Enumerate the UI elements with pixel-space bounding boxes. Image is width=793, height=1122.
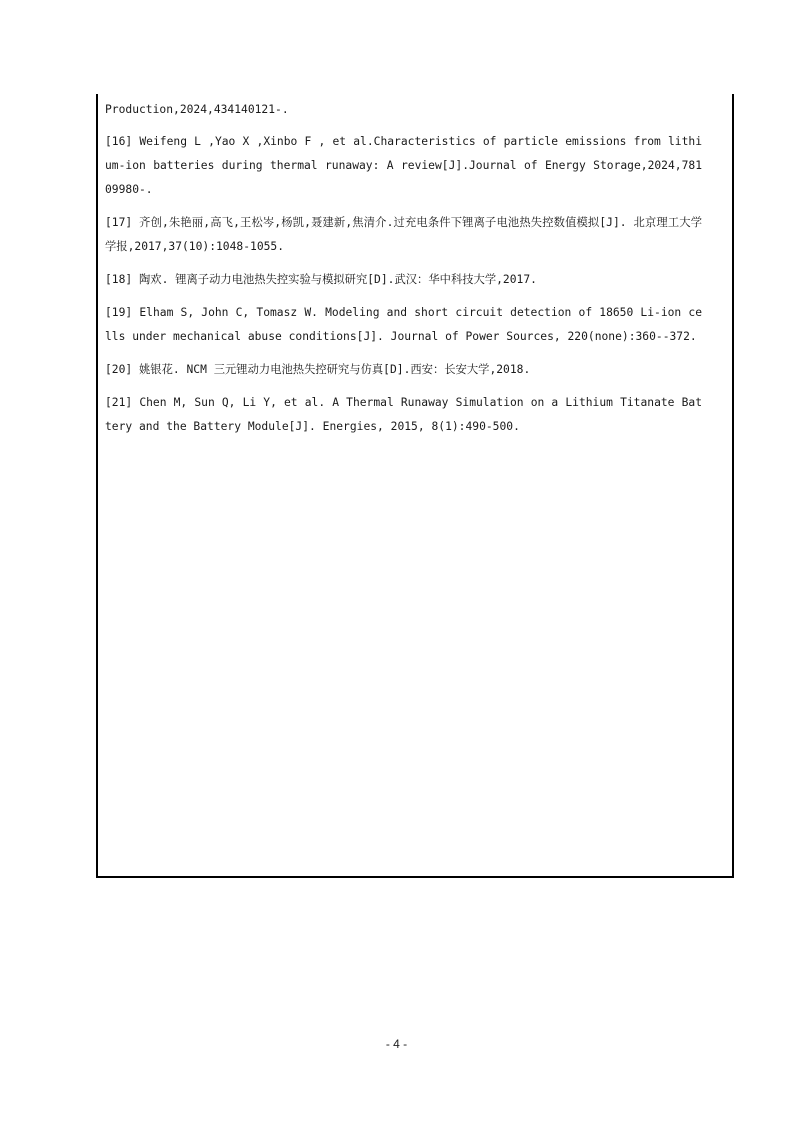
reference-item: [17] 齐创,朱艳丽,高飞,王松岑,杨凯,聂建新,焦清介.过充电条件下锂离子电池热失控数值模拟[J]. 北京理工大学学报,2017,37(10):1048-1055. xyxy=(105,216,702,253)
reference-item: [20] 姚银花. NCM 三元锂动力电池热失控研究与仿真[D].西安：长安大学,2018. xyxy=(105,363,531,376)
reference-list xyxy=(105,98,702,448)
reference-item: [16] Weifeng L ,Yao X ,Xinbo F , et al.Characteristics of particle emissions from lithium-ion batteries during thermal runaway: A review[J].Journal of Energy Storage,2024,78109980-. xyxy=(105,135,702,196)
reference-item: [19] Elham S, John C, Tomasz W. Modeling and short circuit detection of 18650 Li-ion cells under mechanical abuse conditions[J]. Journal of Power Sources, 220(none):360--372. xyxy=(105,306,702,343)
reference-item: Production,2024,434140121-. xyxy=(105,103,289,116)
reference-item: [21] Chen M, Sun Q, Li Y, et al. A Thermal Runaway Simulation on a Lithium Titanate Battery and the Battery Module[J]. Energies, 2015, 8(1):490-500. xyxy=(105,396,702,433)
reference-box xyxy=(96,94,734,878)
reference-item: [18] 陶欢. 锂离子动力电池热失控实验与模拟研究[D].武汉：华中科技大学,2017. xyxy=(105,273,537,286)
page-number: - 4 - xyxy=(385,1037,408,1051)
